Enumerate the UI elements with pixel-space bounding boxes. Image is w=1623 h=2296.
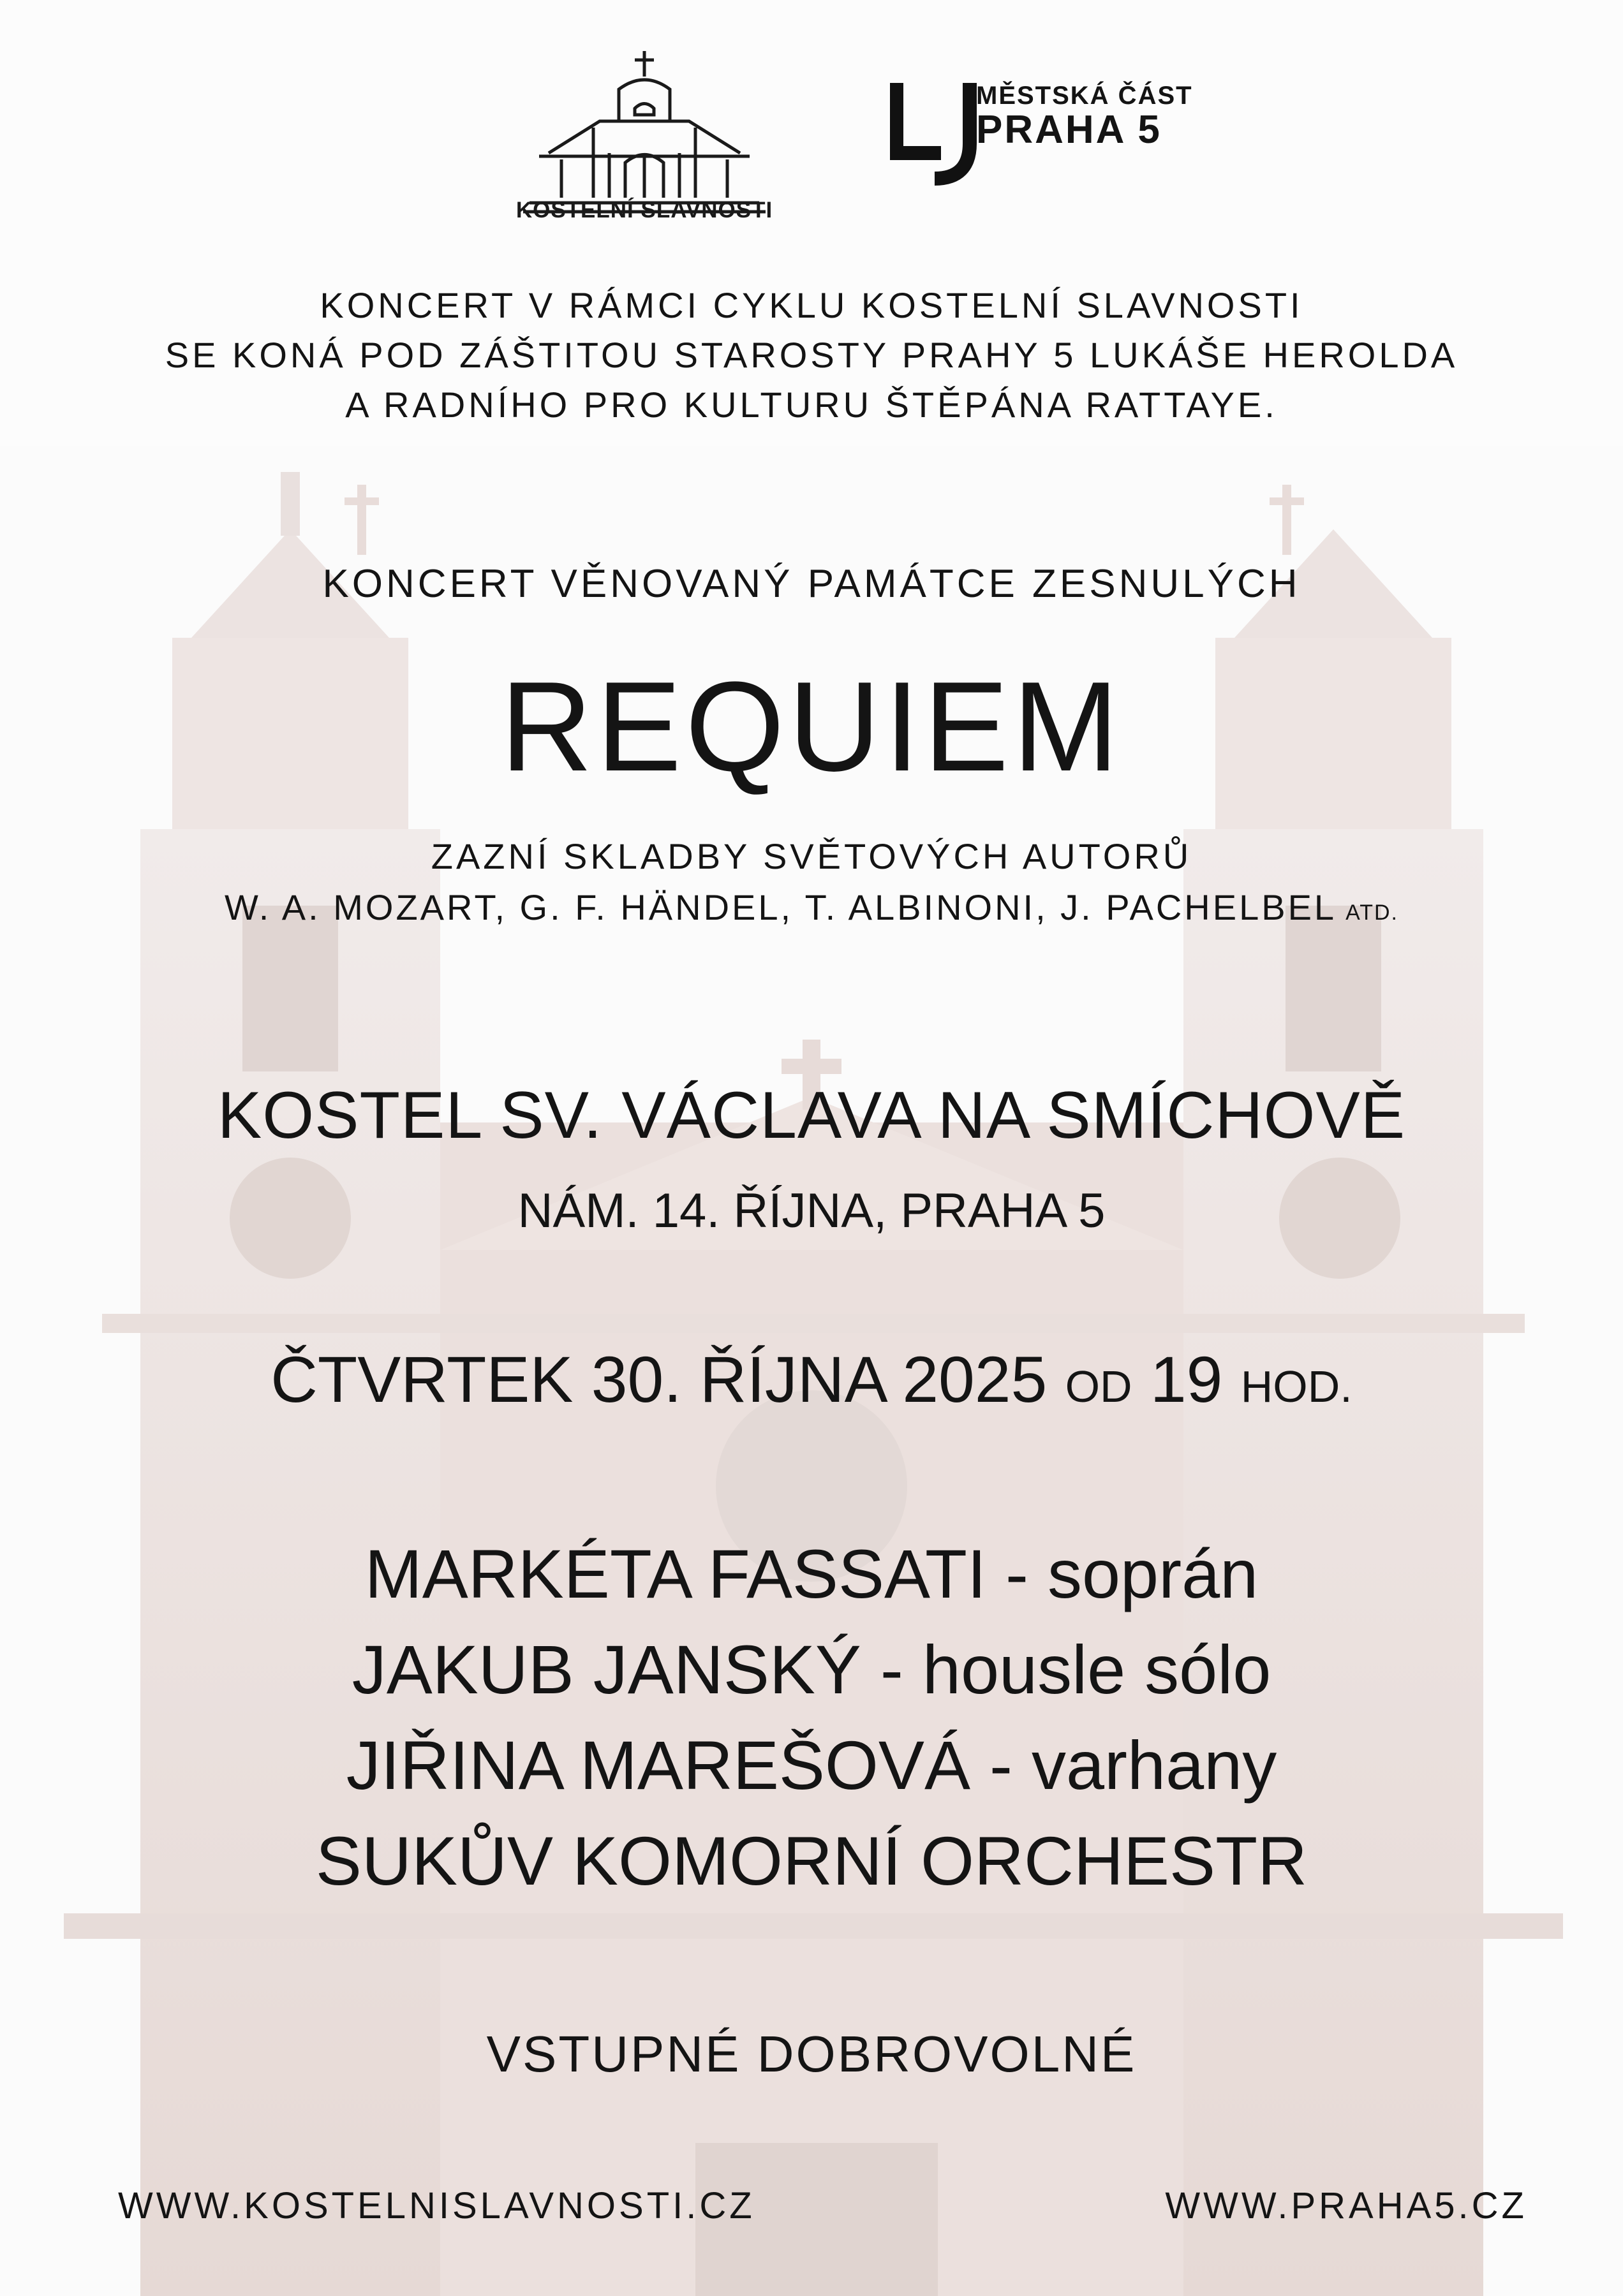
- kostelni-slavnosti-logo-text: KOSTELNÍ SLAVNOSTI: [515, 198, 773, 223]
- intro-line-3: A RADNÍHO PRO KULTURU ŠTĚPÁNA RATTAYE.: [345, 385, 1278, 425]
- intro-line-1: KONCERT V RÁMCI CYKLU KOSTELNÍ SLAVNOSTI: [320, 285, 1303, 325]
- entry-info: VSTUPNÉ DOBROVOLNÉ: [486, 2026, 1137, 2082]
- performer-2: JAKUB JANSKÝ - housle sólo: [352, 1631, 1271, 1708]
- intro-text: [0, 281, 1623, 430]
- composers-etc: ATD.: [1345, 901, 1399, 925]
- praha5-url: WWW.PRAHA5.CZ: [1165, 2185, 1527, 2226]
- dedication: KONCERT VĚNOVANÝ PAMÁTCE ZESNULÝCH: [322, 562, 1301, 606]
- mestska-cast-text: MĚSTSKÁ ČÁST: [976, 82, 1193, 110]
- intro-line-2: SE KONÁ POD ZÁŠTITOU STAROSTY PRAHY 5 LUKÁŠE HEROLDA: [165, 335, 1458, 375]
- venue-name: KOSTEL SV. VÁCLAVA NA SMÍCHOVĚ: [217, 1078, 1406, 1152]
- composers-names: W. A. MOZART, G. F. HÄNDEL, T. ALBINONI, J. PACHELBEL: [224, 887, 1337, 927]
- event-time: 19: [1150, 1343, 1223, 1416]
- venue-address: NÁM. 14. ŘÍJNA, PRAHA 5: [517, 1184, 1106, 1238]
- event-od: OD: [1065, 1362, 1132, 1411]
- praha5-logo-text: PRAHA 5: [976, 108, 1162, 152]
- event-hod: HOD.: [1240, 1362, 1352, 1411]
- performer-3: JIŘINA MAREŠOVÁ - varhany: [346, 1726, 1277, 1804]
- event-day: ČTVRTEK 30. ŘÍJNA 2025: [270, 1343, 1048, 1416]
- performer-4: SUKŮV KOMORNÍ ORCHESTR: [315, 1822, 1308, 1899]
- composers-list: [0, 887, 1623, 928]
- kostelni-slavnosti-url: WWW.KOSTELNISLAVNOSTI.CZ: [118, 2185, 755, 2226]
- concert-title: REQUIEM: [500, 656, 1123, 798]
- event-date: [0, 1343, 1623, 1417]
- composers-intro: ZAZNÍ SKLADBY SVĚTOVÝCH AUTORŮ: [431, 836, 1192, 876]
- praha5-mark-icon: [890, 83, 979, 204]
- performer-1: MARKÉTA FASSATI - soprán: [364, 1535, 1259, 1612]
